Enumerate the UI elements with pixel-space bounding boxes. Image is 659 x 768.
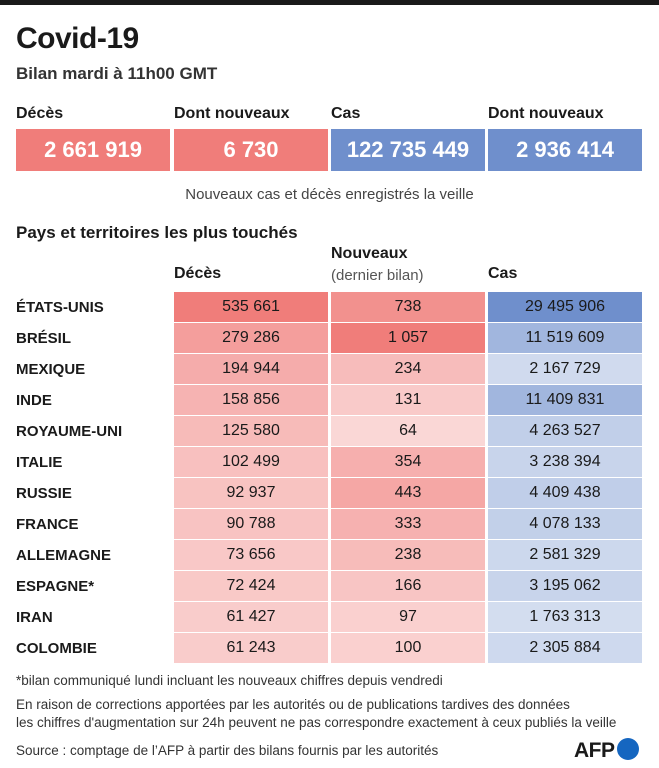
afp-logo: AFP	[574, 739, 639, 763]
row-country-label: INDE	[16, 392, 52, 409]
row-country-label: ESPAGNE*	[16, 578, 95, 595]
cell-deaths: 90 788	[174, 509, 328, 539]
summary-value: 2 661 919	[16, 129, 170, 171]
cell-cases: 2 305 884	[488, 633, 642, 663]
summary-label: Décès	[16, 105, 64, 122]
cell-new: 131	[331, 385, 485, 415]
summary-value: 6 730	[174, 129, 328, 171]
column-header-deaths: Décès	[174, 265, 222, 282]
cell-deaths: 92 937	[174, 478, 328, 508]
cell-deaths: 125 580	[174, 416, 328, 446]
cell-deaths: 535 661	[174, 292, 328, 322]
row-country-label: BRÉSIL	[16, 330, 72, 347]
summary-value: 2 936 414	[488, 129, 642, 171]
cell-deaths: 194 944	[174, 354, 328, 384]
column-header-cases: Cas	[488, 265, 518, 282]
cell-new: 100	[331, 633, 485, 663]
cell-deaths: 102 499	[174, 447, 328, 477]
cell-new: 238	[331, 540, 485, 570]
footnote-correction-1: En raison de corrections apportées par les autorités ou de publications tardives des données	[16, 697, 570, 712]
cell-cases: 4 078 133	[488, 509, 642, 539]
summary-label: Dont nouveaux	[174, 105, 290, 122]
cell-new: 443	[331, 478, 485, 508]
cell-cases: 11 409 831	[488, 385, 642, 415]
page-subtitle: Bilan mardi à 11h00 GMT	[16, 64, 218, 83]
row-country-label: MEXIQUE	[16, 361, 86, 378]
row-country-label: COLOMBIE	[16, 640, 97, 657]
cell-cases: 29 495 906	[488, 292, 642, 322]
cell-cases: 4 263 527	[488, 416, 642, 446]
row-country-label: ROYAUME-UNI	[16, 423, 123, 440]
top-bar	[0, 0, 659, 5]
footnote-correction-2: les chiffres d'augmentation sur 24h peuvent ne pas correspondre exactement à ceux publiés la veille	[16, 715, 617, 730]
cell-cases: 3 195 062	[488, 571, 642, 601]
row-country-label: ÉTATS-UNIS	[16, 299, 104, 316]
row-country-label: IRAN	[16, 609, 53, 626]
cell-new: 354	[331, 447, 485, 477]
cell-deaths: 72 424	[174, 571, 328, 601]
column-subheader-new: (dernier bilan)	[331, 267, 424, 284]
summary-value: 122 735 449	[331, 129, 485, 171]
summary-label: Dont nouveaux	[488, 105, 604, 122]
cell-new: 1 057	[331, 323, 485, 353]
cell-cases: 2 167 729	[488, 354, 642, 384]
cell-deaths: 61 427	[174, 602, 328, 632]
cell-cases: 11 519 609	[488, 323, 642, 353]
row-country-label: ALLEMAGNE	[16, 547, 111, 564]
cell-new: 166	[331, 571, 485, 601]
section-title: Pays et territoires les plus touchés	[16, 223, 298, 242]
row-country-label: FRANCE	[16, 516, 79, 533]
cell-deaths: 61 243	[174, 633, 328, 663]
afp-logo-dot-icon	[617, 738, 639, 760]
cell-cases: 3 238 394	[488, 447, 642, 477]
cell-new: 333	[331, 509, 485, 539]
cell-new: 738	[331, 292, 485, 322]
cell-new: 234	[331, 354, 485, 384]
source-note: Source : comptage de l’AFP à partir des bilans fournis par les autorités	[16, 743, 439, 758]
cell-cases: 4 409 438	[488, 478, 642, 508]
column-header-new: Nouveaux	[331, 245, 408, 262]
summary-label: Cas	[331, 105, 361, 122]
cell-deaths: 73 656	[174, 540, 328, 570]
row-country-label: ITALIE	[16, 454, 63, 471]
cell-deaths: 279 286	[174, 323, 328, 353]
page-title: Covid-19	[16, 22, 139, 55]
cell-new: 64	[331, 416, 485, 446]
cell-cases: 2 581 329	[488, 540, 642, 570]
cell-new: 97	[331, 602, 485, 632]
cell-deaths: 158 856	[174, 385, 328, 415]
summary-note: Nouveaux cas et décès enregistrés la veille	[185, 186, 474, 203]
cell-cases: 1 763 313	[488, 602, 642, 632]
footnote-asterisk: *bilan communiqué lundi incluant les nouveaux chiffres depuis vendredi	[16, 673, 443, 688]
row-country-label: RUSSIE	[16, 485, 72, 502]
